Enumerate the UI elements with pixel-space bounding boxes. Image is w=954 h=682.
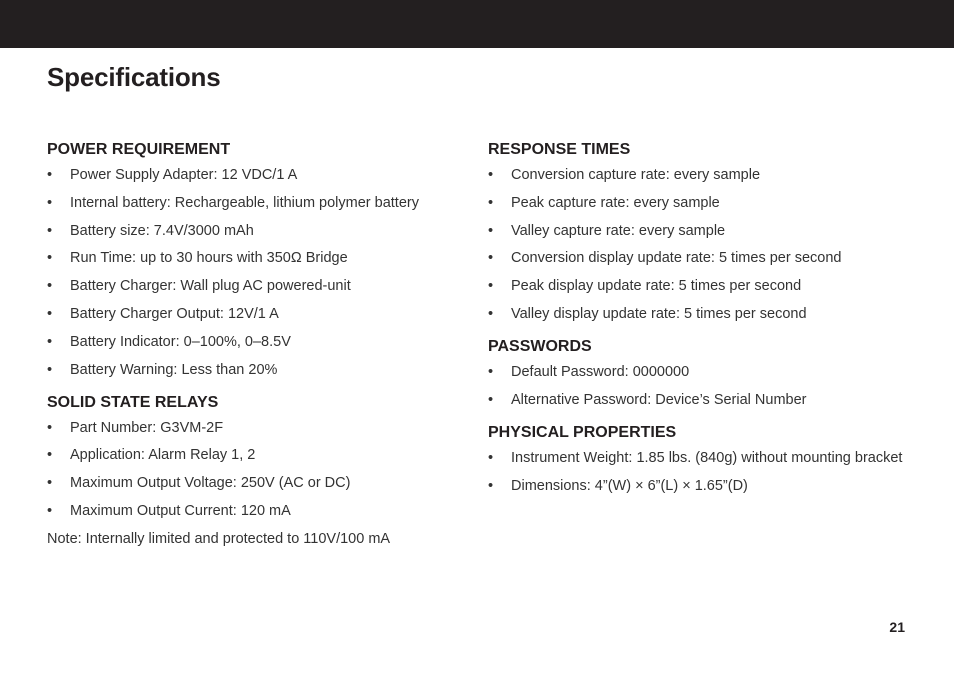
passwords-list xyxy=(488,362,908,410)
relay-note: Note: Internally limited and protected to 110V/100 mA xyxy=(47,530,391,547)
physical-properties-list xyxy=(488,448,908,496)
page-title: Specifications xyxy=(47,62,221,92)
section-heading: SOLID STATE RELAYS xyxy=(47,393,219,411)
passwords-section xyxy=(488,338,908,410)
list-item: • Conversion display update rate: 5 times per second xyxy=(488,248,908,268)
section-heading: RESPONSE TIMES xyxy=(488,141,631,158)
list-item: • Battery Indicator: 0–100%, 0–8.5V xyxy=(47,332,467,352)
header-bar xyxy=(0,0,954,48)
list-item: • Battery Charger: Wall plug AC powered-unit xyxy=(47,276,467,296)
list-item: • Application: Alarm Relay 1, 2 xyxy=(47,445,467,465)
list-item: • Battery size: 7.4V/3000 mAh xyxy=(47,221,467,241)
power-requirement-section xyxy=(47,141,467,380)
page-number: 21 xyxy=(889,619,905,635)
list-item: • Conversion capture rate: every sample xyxy=(488,165,908,185)
list-item: • Maximum Output Current: 120 mA xyxy=(47,501,467,521)
list-item: • Battery Charger Output: 12V/1 A xyxy=(47,304,467,324)
power-requirement-list xyxy=(47,165,467,380)
list-item: • Valley capture rate: every sample xyxy=(488,221,908,241)
list-item: • Run Time: up to 30 hours with 350Ω Bridge xyxy=(47,248,467,268)
list-item: • Part Number: G3VM-2F xyxy=(47,418,467,438)
response-times-section xyxy=(488,141,908,324)
section-heading: POWER REQUIREMENT xyxy=(47,141,231,158)
response-times-list xyxy=(488,165,908,324)
list-item: • Battery Warning: Less than 20% xyxy=(47,360,467,380)
list-item: • Peak display update rate: 5 times per second xyxy=(488,276,908,296)
list-item: • Dimensions: 4”(W) × 6”(L) × 1.65”(D) xyxy=(488,476,908,496)
list-item: • Internal battery: Rechargeable, lithium polymer battery xyxy=(47,193,467,213)
physical-properties-section xyxy=(488,424,908,496)
list-item: • Maximum Output Voltage: 250V (AC or DC) xyxy=(47,473,467,493)
solid-state-relays-section xyxy=(47,394,467,549)
section-heading: PHYSICAL PROPERTIES xyxy=(488,423,677,441)
list-item: • Peak capture rate: every sample xyxy=(488,193,908,213)
left-column xyxy=(47,141,467,563)
section-heading: PASSWORDS xyxy=(488,337,592,355)
list-item: • Power Supply Adapter: 12 VDC/1 A xyxy=(47,165,467,185)
list-item: • Instrument Weight: 1.85 lbs. (840g) without mounting bracket xyxy=(488,448,908,468)
list-item: • Valley display update rate: 5 times per second xyxy=(488,304,908,324)
solid-state-relays-list xyxy=(47,418,467,521)
list-item: • Default Password: 0000000 xyxy=(488,362,908,382)
right-column xyxy=(488,141,908,510)
list-item: • Alternative Password: Device’s Serial Number xyxy=(488,390,908,410)
